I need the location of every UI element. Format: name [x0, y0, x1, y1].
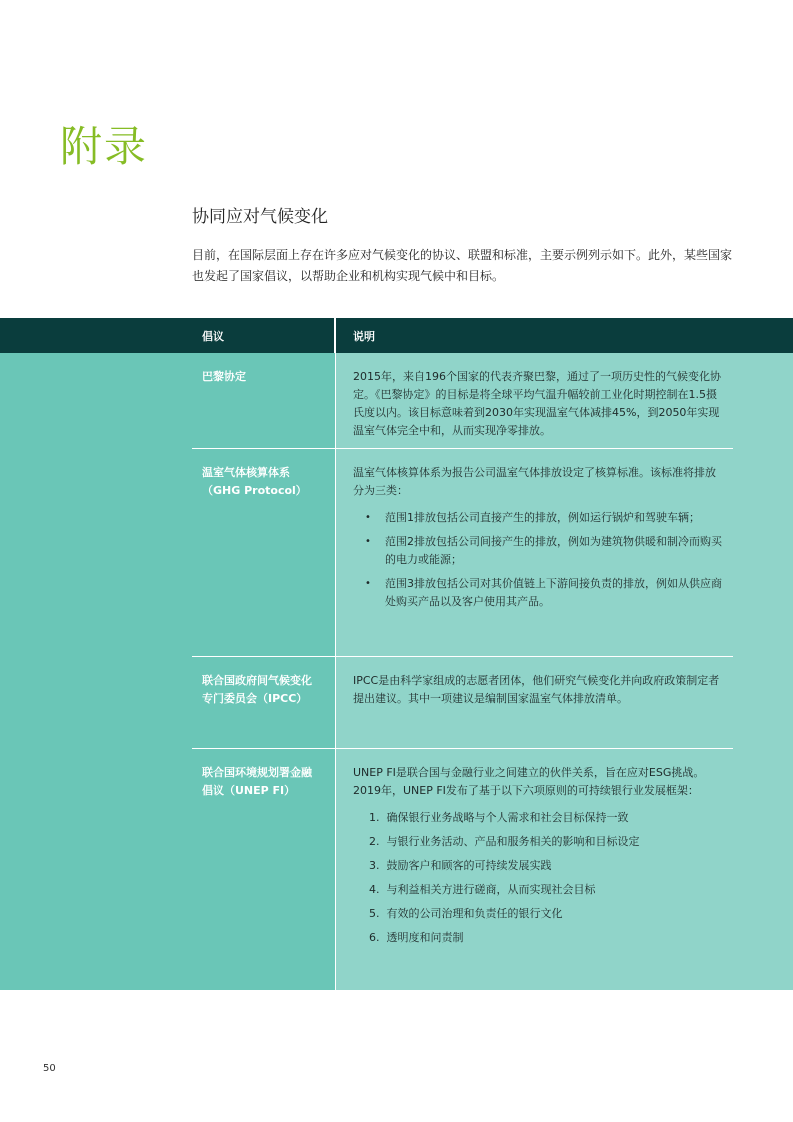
description-ghg: [353, 464, 723, 617]
initiative-name-line: 专门委员会（IPCC）: [202, 692, 308, 705]
list-item-text: 范围1排放包括公司直接产生的排放，例如运行锅炉和驾驶车辆；: [385, 511, 700, 524]
initiative-name-ghg: [202, 464, 324, 500]
initiative-name-line: 联合国政府间气候变化: [202, 674, 312, 687]
header-divider: [334, 318, 336, 353]
list-item: [353, 509, 723, 527]
description-paragraph: 2015年，来自196个国家的代表齐聚巴黎，通过了一项历史性的气候变化协定。《巴黎协定》的目标是将全球平均气温升幅较前工业化时期控制在1.5摄氏度以内。该目标意味着到2030年实现温室气体减排45%，到2050年实现温室气体完全中和，从而实现净零排放。: [353, 370, 721, 437]
list-item-text: 范围3排放包括公司对其价值链上下游间接负责的排放，例如从供应商处购买产品以及客户使用其产品。: [385, 577, 722, 608]
initiative-name-line: 巴黎协定: [202, 370, 246, 383]
list-item: [353, 575, 723, 611]
initiative-name-unep-fi: [202, 764, 324, 800]
list-item-text: 与利益相关方进行磋商，从而实现社会目标: [386, 883, 596, 896]
description-unep-fi: [353, 764, 723, 953]
header-description: 说明: [353, 330, 375, 343]
initiative-name-line: 温室气体核算体系: [202, 466, 290, 479]
list-item-text: 与银行业务活动、产品和服务相关的影响和目标设定: [386, 835, 640, 848]
list-number: 6.: [369, 931, 380, 944]
list-item-text: 范围2排放包括公司间接产生的排放，例如为建筑物供暖和制冷而购买的电力或能源；: [385, 535, 722, 566]
principles-list: [353, 809, 723, 947]
list-item: [353, 809, 723, 827]
bullet-icon: •: [365, 512, 371, 523]
description-paragraph: UNEP FI是联合国与金融行业之间建立的伙伴关系，旨在应对ESG挑战。2019年，UNEP FI发布了基于以下六项原则的可持续银行业发展框架：: [353, 766, 705, 797]
list-item-text: 透明度和问责制: [386, 931, 464, 944]
bullet-icon: •: [365, 578, 371, 589]
bullet-icon: •: [365, 536, 371, 547]
initiative-name-paris: [202, 368, 324, 386]
initiative-name-line: 联合国环境规划署金融: [202, 766, 312, 779]
page-number: 50: [43, 1063, 56, 1074]
initiatives-table: [0, 318, 793, 990]
appendix-title: 附录: [60, 122, 149, 171]
row-separator: [192, 748, 733, 749]
list-item-text: 有效的公司治理和负责任的银行文化: [386, 907, 563, 920]
scope-bullet-list: [353, 509, 723, 611]
section-title: 协同应对气候变化: [192, 207, 328, 227]
list-number: 3.: [369, 859, 380, 872]
list-number: 5.: [369, 907, 380, 920]
list-item: [353, 833, 723, 851]
list-item: [353, 881, 723, 899]
row-separator: [192, 448, 733, 449]
row-separator: [192, 656, 733, 657]
initiative-name-line: 倡议（UNEP FI）: [202, 784, 296, 797]
intro-paragraph: 目前，在国际层面上存在许多应对气候变化的协议、联盟和标准，主要示例列示如下。此外，某些国家也发起了国家倡议，以帮助企业和机构实现气候中和目标。: [192, 248, 733, 283]
description-ipcc: [353, 672, 723, 708]
initiative-name-line: （GHG Protocol）: [202, 484, 307, 497]
list-number: 1.: [369, 811, 380, 824]
list-item: [353, 857, 723, 875]
description-paragraph: IPCC是由科学家组成的志愿者团体，他们研究气候变化并向政府政策制定者提出建议。其中一项建议是编制国家温室气体排放清单。: [353, 674, 720, 705]
list-item: [353, 533, 723, 569]
description-paris: [353, 368, 723, 440]
description-paragraph: 温室气体核算体系为报告公司温室气体排放设定了核算标准。该标准将排放分为三类：: [353, 466, 716, 497]
list-number: 4.: [369, 883, 380, 896]
list-item: [353, 929, 723, 947]
initiative-name-ipcc: [202, 672, 324, 708]
table-header-row: [0, 318, 793, 353]
list-item: [353, 905, 723, 923]
list-item-text: 鼓励客户和顾客的可持续发展实践: [386, 859, 552, 872]
header-initiative: 倡议: [202, 330, 224, 343]
list-item-text: 确保银行业务战略与个人需求和社会目标保持一致: [386, 811, 629, 824]
list-number: 2.: [369, 835, 380, 848]
